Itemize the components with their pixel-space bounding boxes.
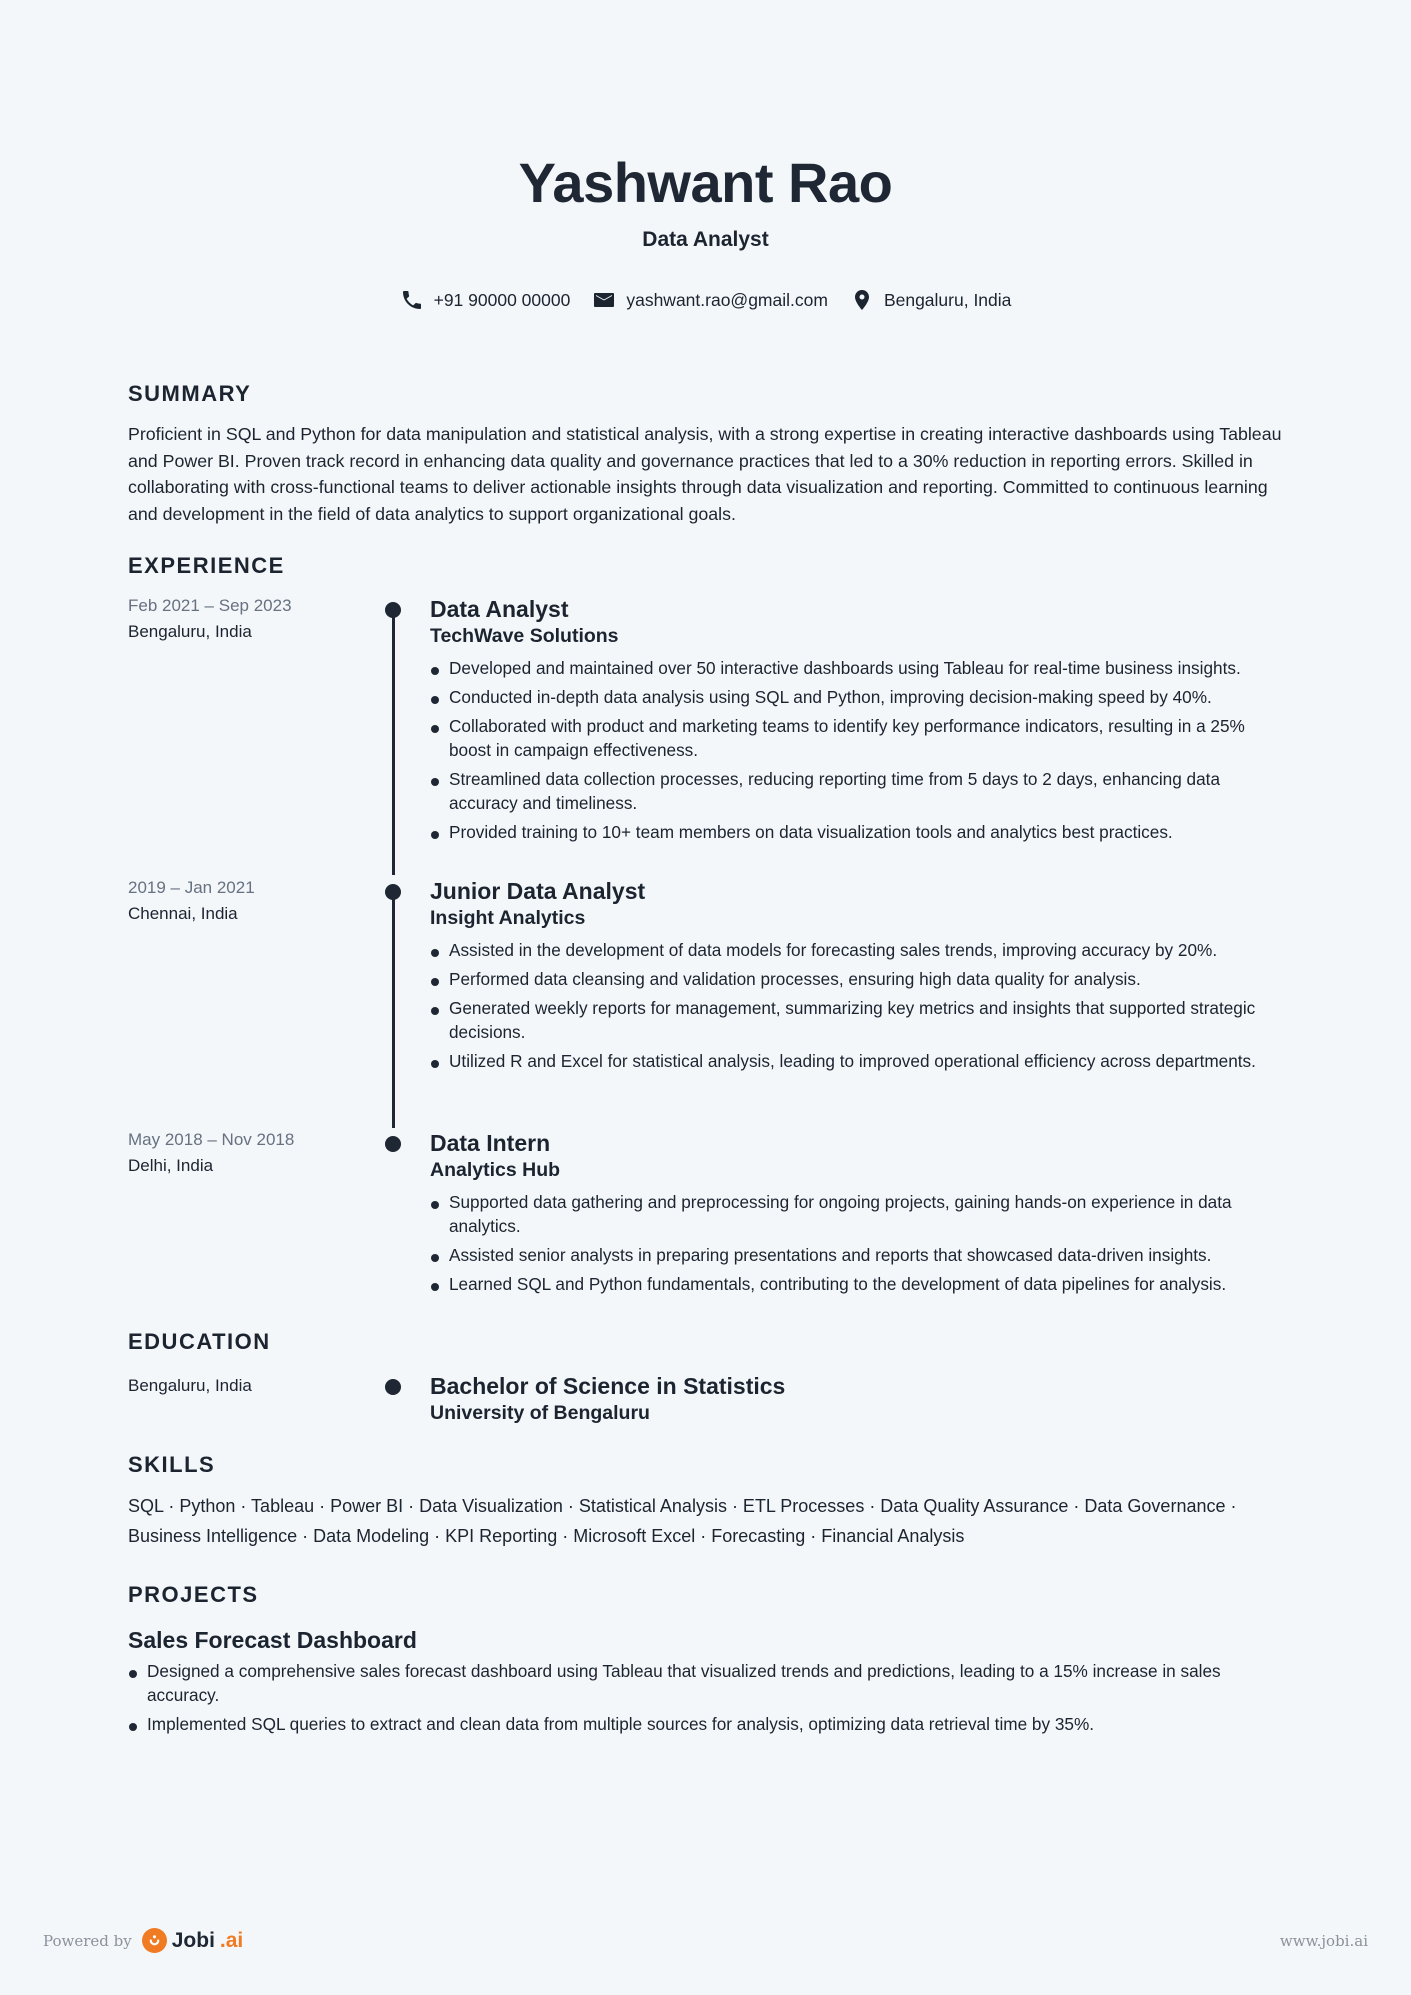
job-company: Insight Analytics — [430, 907, 586, 929]
candidate-name: Yashwant Rao — [518, 151, 893, 214]
phone-text: +91 90000 00000 — [433, 289, 571, 310]
summary-heading: SUMMARY — [128, 381, 252, 406]
timeline-dot — [385, 1379, 401, 1395]
job-location: Chennai, India — [128, 904, 238, 923]
job-title: Data Analyst — [430, 596, 569, 622]
list-item: Provided training to 10+ team members on data visualization tools and analytics best practices. — [430, 820, 1290, 844]
education-entry — [430, 1372, 1290, 1433]
project-bullets — [128, 1659, 1288, 1736]
timeline-dot — [385, 1136, 401, 1152]
location-text: Bengaluru, India — [883, 289, 1012, 310]
job-meta — [128, 595, 292, 643]
project-title: Sales Forecast Dashboard — [128, 1627, 417, 1653]
project-entry — [128, 1659, 1288, 1741]
job-meta — [128, 1129, 294, 1177]
list-item: Performed data cleansing and validation processes, ensuring high data quality for analysis. — [430, 967, 1290, 991]
list-item: Designed a comprehensive sales forecast dashboard using Tableau that visualized trends and predictions, leading to a 15% increase in sales accuracy. — [128, 1659, 1288, 1707]
list-item: Assisted senior analysts in preparing presentations and reports that showcased data-driven insights. — [430, 1243, 1290, 1267]
phone-icon — [400, 288, 424, 312]
jobi-logo[interactable] — [142, 1928, 244, 1953]
timeline-line — [392, 610, 395, 875]
footer-branding — [43, 1928, 243, 1953]
timeline-line — [392, 892, 395, 1128]
experience-heading: EXPERIENCE — [128, 553, 285, 578]
footer-url[interactable]: www.jobi.ai — [1279, 1932, 1368, 1950]
school-name: University of Bengaluru — [430, 1402, 650, 1424]
list-item: Assisted in the development of data models for forecasting sales trends, improving accuracy by 20%. — [430, 938, 1290, 962]
skills-heading: SKILLS — [128, 1452, 216, 1477]
email-text: yashwant.rao@gmail.com — [626, 289, 828, 310]
list-item: Utilized R and Excel for statistical analysis, leading to improved operational efficiency across departments. — [430, 1049, 1290, 1073]
education-location: Bengaluru, India — [128, 1376, 252, 1395]
contact-location — [850, 288, 1011, 312]
job-entry — [430, 1129, 1290, 1301]
brand-suffix: .ai — [219, 1928, 244, 1952]
job-location: Bengaluru, India — [128, 622, 252, 641]
job-title: Data Intern — [430, 1130, 551, 1156]
job-entry — [430, 595, 1290, 849]
summary-text: Proficient in SQL and Python for data manipulation and statistical analysis, with a strong expertise in creating interactive dashboards using Tableau and Power BI. Proven track record in enhancing data quality and governance practices that led to a 30% reduction in reporting errors. Skilled in collaborating with cross-functional teams to deliver actionable insights through data visualization and reporting. Committed to continuous learning and development in the field of data analytics to support organizational goals. — [128, 424, 1282, 524]
education-heading: EDUCATION — [128, 1329, 271, 1354]
job-title: Junior Data Analyst — [430, 878, 646, 904]
degree-title: Bachelor of Science in Statistics — [430, 1373, 786, 1399]
job-dates: Feb 2021 – Sep 2023 — [128, 596, 292, 615]
job-dates: May 2018 – Nov 2018 — [128, 1130, 295, 1149]
job-meta — [128, 877, 255, 925]
job-location: Delhi, India — [128, 1156, 214, 1175]
list-item: Collaborated with product and marketing teams to identify key performance indicators, resulting in a 25% boost in campaign effectiveness. — [430, 714, 1290, 762]
list-item: Learned SQL and Python fundamentals, contributing to the development of data pipelines for analysis. — [430, 1272, 1290, 1296]
list-item: Generated weekly reports for management, summarizing key metrics and insights that supported strategic decisions. — [430, 996, 1290, 1044]
contact-email — [592, 288, 828, 312]
projects-heading: PROJECTS — [128, 1582, 259, 1607]
contact-phone — [400, 288, 571, 312]
list-item: Conducted in-depth data analysis using SQL and Python, improving decision-making speed by 40%. — [430, 685, 1290, 709]
job-company: TechWave Solutions — [430, 625, 619, 647]
brand-name: Jobi — [171, 1928, 215, 1952]
skills-text: SQL · Python · Tableau · Power BI · Data Visualization · Statistical Analysis · ETL Processes · Data Quality Assurance · Data Governance · Business Intelligence · Data Modeling · KPI Reporting · Microsoft Excel · Forecasting · Financial Analysis — [128, 1496, 1237, 1546]
powered-by-text: Powered by — [43, 1931, 132, 1950]
job-company: Analytics Hub — [430, 1159, 561, 1181]
list-item: Developed and maintained over 50 interactive dashboards using Tableau for real-time business insights. — [430, 656, 1290, 680]
list-item: Streamlined data collection processes, reducing reporting time from 5 days to 2 days, enhancing data accuracy and timeliness. — [430, 767, 1290, 815]
job-bullets — [430, 938, 1290, 1073]
contact-row — [128, 288, 1283, 312]
location-pin-icon — [850, 288, 874, 312]
job-entry — [430, 877, 1290, 1078]
email-icon — [592, 288, 616, 312]
list-item: Supported data gathering and preprocessing for ongoing projects, gaining hands-on experience in data analytics. — [430, 1190, 1290, 1238]
education-meta — [128, 1375, 252, 1397]
list-item: Implemented SQL queries to extract and clean data from multiple sources for analysis, optimizing data retrieval time by 35%. — [128, 1712, 1288, 1736]
jobi-logo-icon — [142, 1928, 167, 1953]
job-dates: 2019 – Jan 2021 — [128, 878, 255, 897]
job-bullets — [430, 1190, 1290, 1296]
candidate-role: Data Analyst — [642, 228, 769, 251]
job-bullets — [430, 656, 1290, 844]
